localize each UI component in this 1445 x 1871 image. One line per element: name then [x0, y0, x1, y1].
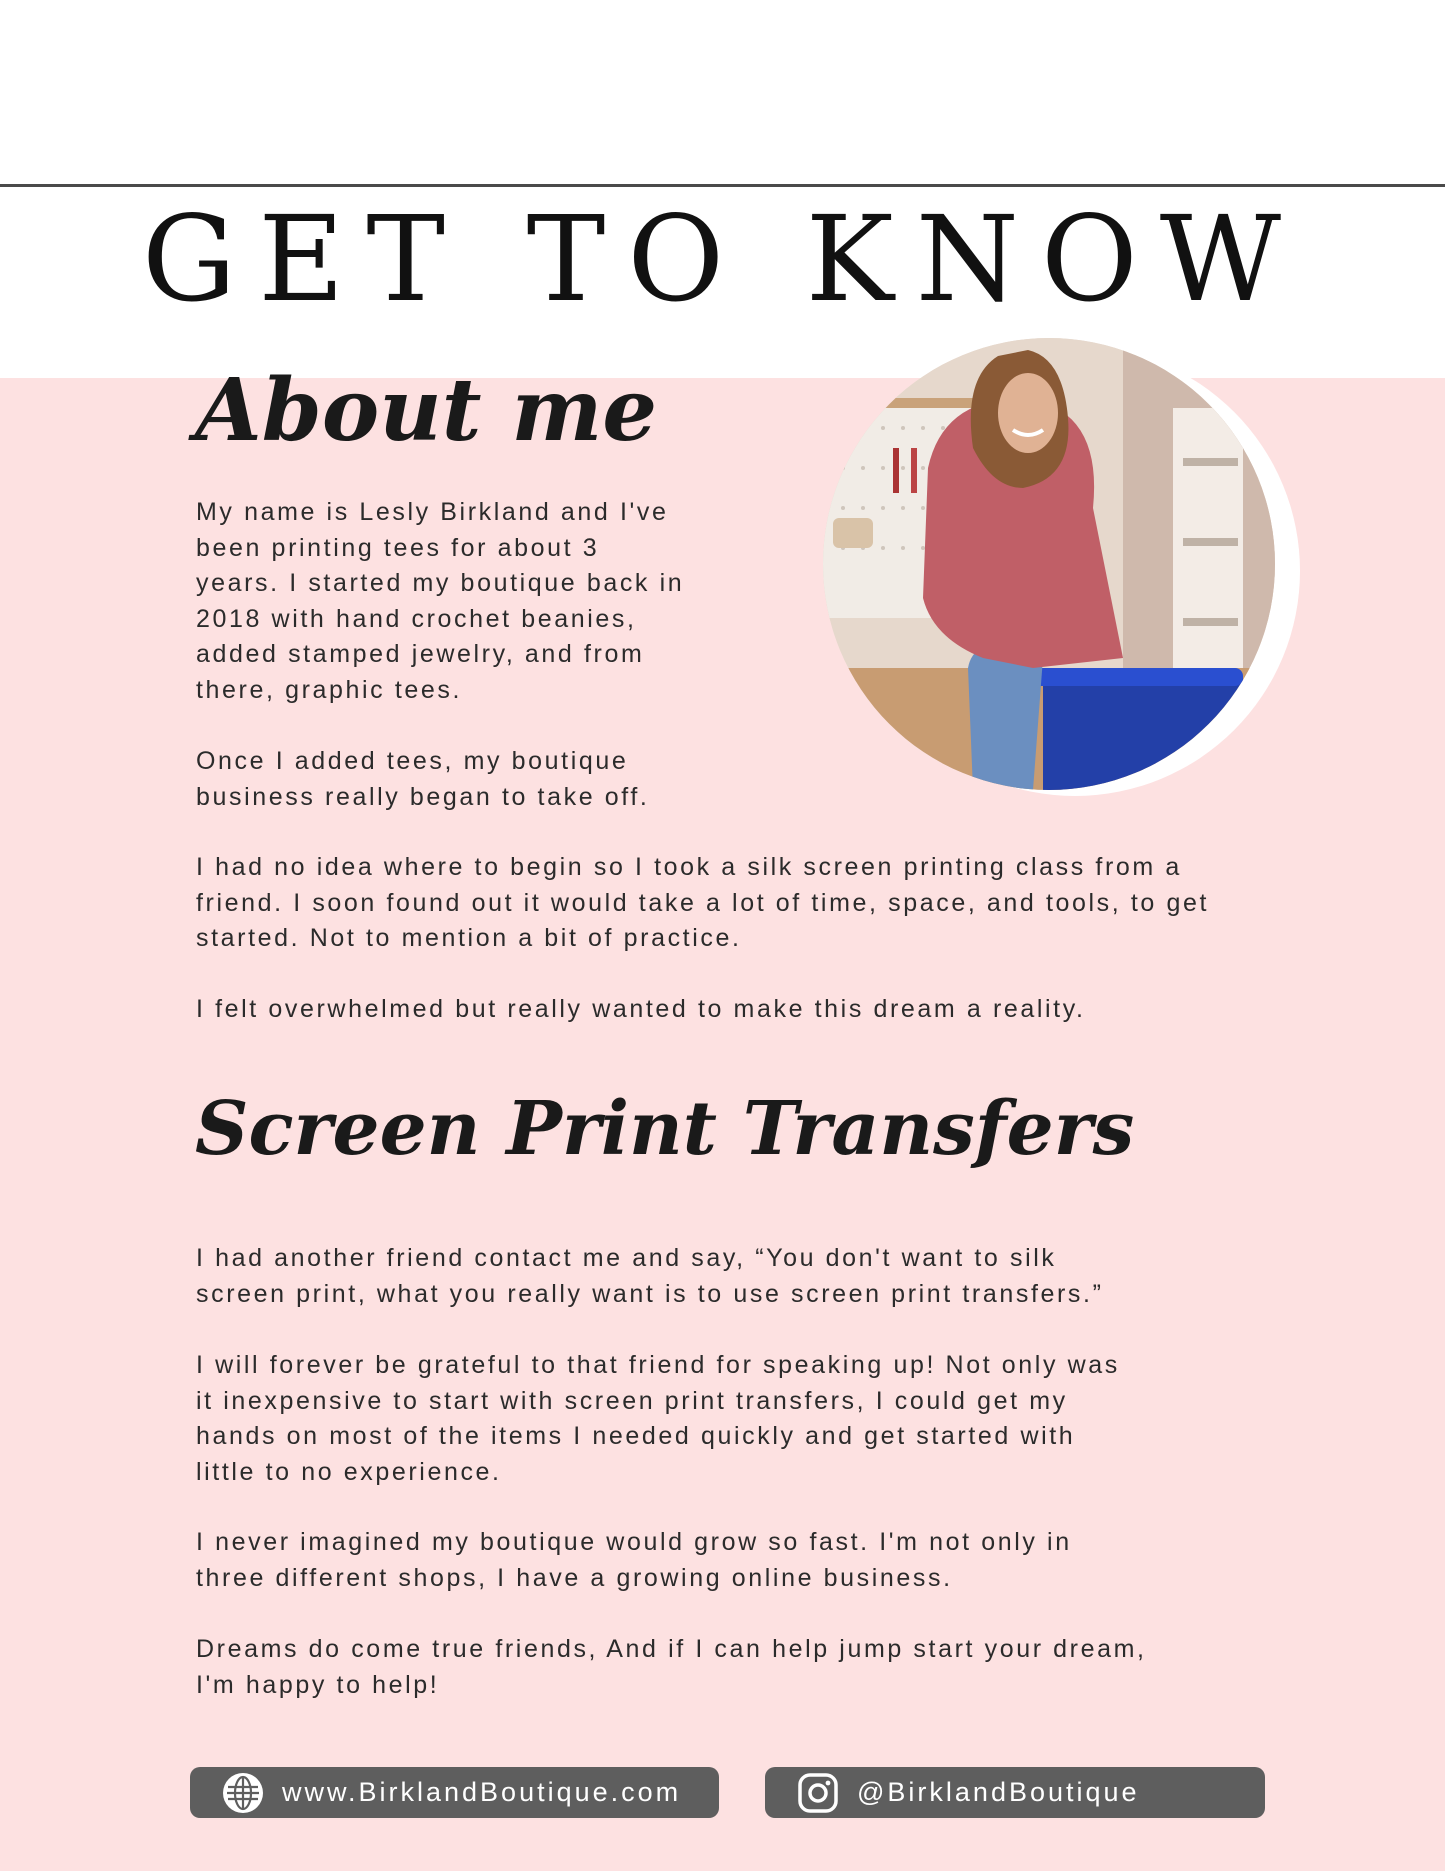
- about-me-heading: About me: [195, 360, 658, 461]
- profile-photo: [823, 338, 1275, 790]
- transfers-paragraph-2: I will forever be grateful to that friend for speaking up! Not only was it inexpensive to start with screen print transfers, I could get my hands on most of the items I needed quickly and get started with little to no experience.: [196, 1351, 1120, 1486]
- transfers-paragraph-4: Dreams do come true friends, And if I can help jump start your dream, I'm happy to help!: [196, 1635, 1147, 1699]
- instagram-label: @BirklandBoutique: [857, 1777, 1140, 1807]
- header-divider: [0, 184, 1445, 187]
- screen-print-transfers-heading: Screen Print Transfers: [195, 1086, 1135, 1172]
- transfers-paragraph-1: I had another friend contact me and say, “You don't want to silk screen print, what you really want is to use screen print transfers.”: [196, 1244, 1104, 1308]
- about-paragraph-4: I felt overwhelmed but really wanted to make this dream a reality.: [196, 995, 1086, 1023]
- about-paragraph-3: I had no idea where to begin so I took a silk screen printing class from a friend. I soon found out it would take a lot of time, space, and tools, to get started. Not to mention a bit of practice.: [196, 853, 1210, 952]
- globe-icon: [220, 1770, 266, 1816]
- about-paragraph-2: Once I added tees, my boutique business really began to take off.: [196, 747, 650, 811]
- about-intro-paragraph: My name is Lesly Birkland and I've been printing tees for about 3 years. I started my boutique back in 2018 with hand crochet beanies, added stamped jewelry, and from there, graphic tees.: [196, 498, 685, 704]
- transfers-paragraph-3: I never imagined my boutique would grow so fast. I'm not only in three different shops, I have a growing online business.: [196, 1528, 1072, 1592]
- page-title: GET TO KNOW: [142, 190, 1303, 328]
- website-link[interactable]: [190, 1767, 719, 1818]
- website-label: www.BirklandBoutique.com: [282, 1777, 682, 1807]
- instagram-icon: [795, 1770, 841, 1816]
- instagram-link[interactable]: [765, 1767, 1265, 1818]
